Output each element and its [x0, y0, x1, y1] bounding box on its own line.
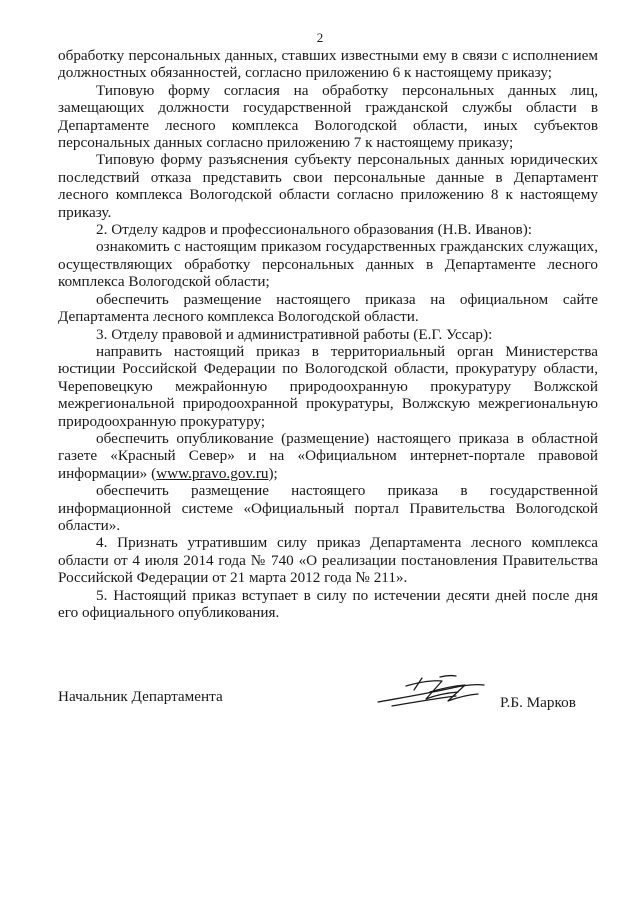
publication-suffix: );	[268, 464, 278, 482]
paragraph-explanation-form: Типовую форму разъяснения субъекту персональных данных юридических последствий отказа представить свои персональные данные в Департамент лесного комплекса Вологодской области согласно приложению 8 к настоящему приказу.	[58, 151, 598, 221]
paragraph-familiarize: ознакомить с настоящим приказом государственных гражданских служащих, осуществляющих обработку персональных данных в Департаменте лесного комплекса Вологодской области;	[58, 238, 598, 291]
publication-text: обеспечить опубликование (размещение) настоящего приказа в областной газете «Красный Север» и на «Официальном интернет-портале правовой информации» (	[58, 429, 598, 482]
page-number: 2	[316, 30, 324, 45]
paragraph-item-2: 2. Отделу кадров и профессионального образования (Н.В. Иванов):	[96, 221, 532, 239]
paragraph-continuation: обработку персональных данных, ставших известными ему в связи с исполнением должностных обязанностей, согласно приложению 6 к настоящему приказу;	[58, 47, 598, 82]
signatory-title: Начальник Департамента	[58, 688, 223, 705]
paragraph-consent-form: Типовую форму согласия на обработку персональных данных лиц, замещающих должности государственной гражданской службы области в Департаменте лесного комплекса Вологодской области, иных субъектов персональных данных согласно приложению 7 к настоящему приказу;	[58, 81, 598, 152]
paragraph-portal-placement: обеспечить размещение настоящего приказа в государственной информационной системе «Официальный портал Правительства Вологодской области».	[58, 482, 598, 534]
pravo-link[interactable]: www.pravo.gov.ru	[156, 464, 269, 482]
document-body	[58, 47, 598, 621]
paragraph-site-publication: обеспечить размещение настоящего приказа на официальном сайте Департамента лесного комплекса Вологодской области.	[58, 290, 598, 326]
paragraph-item-4: 4. Признать утратившим силу приказ Департамента лесного комплекса области от 4 июля 2014 года № 740 «О реализации постановления Правительства Российской Федерации от 21 марта 2012 года № 211».	[58, 534, 598, 587]
paragraph-item-3: 3. Отделу правовой и административной работы (Е.Г. Уссар):	[96, 325, 493, 343]
paragraph-official-publication	[58, 430, 598, 482]
signatory-name: Р.Б. Марков	[500, 694, 576, 711]
paragraph-item-5: 5. Настоящий приказ вступает в силу по истечении десяти дней после дня его официального опубликования.	[58, 586, 598, 621]
handwritten-signature	[370, 668, 490, 714]
paragraph-send-order: направить настоящий приказ в территориальный орган Министерства юстиции Российской Федерации по Вологодской области, прокуратуру области, Череповецкую межрайонную природоохранную прокуратуру Волжской межрегиональной природоохранной прокуратуры, Волжскую межрегиональную природоохранную прокуратуру;	[58, 342, 598, 430]
